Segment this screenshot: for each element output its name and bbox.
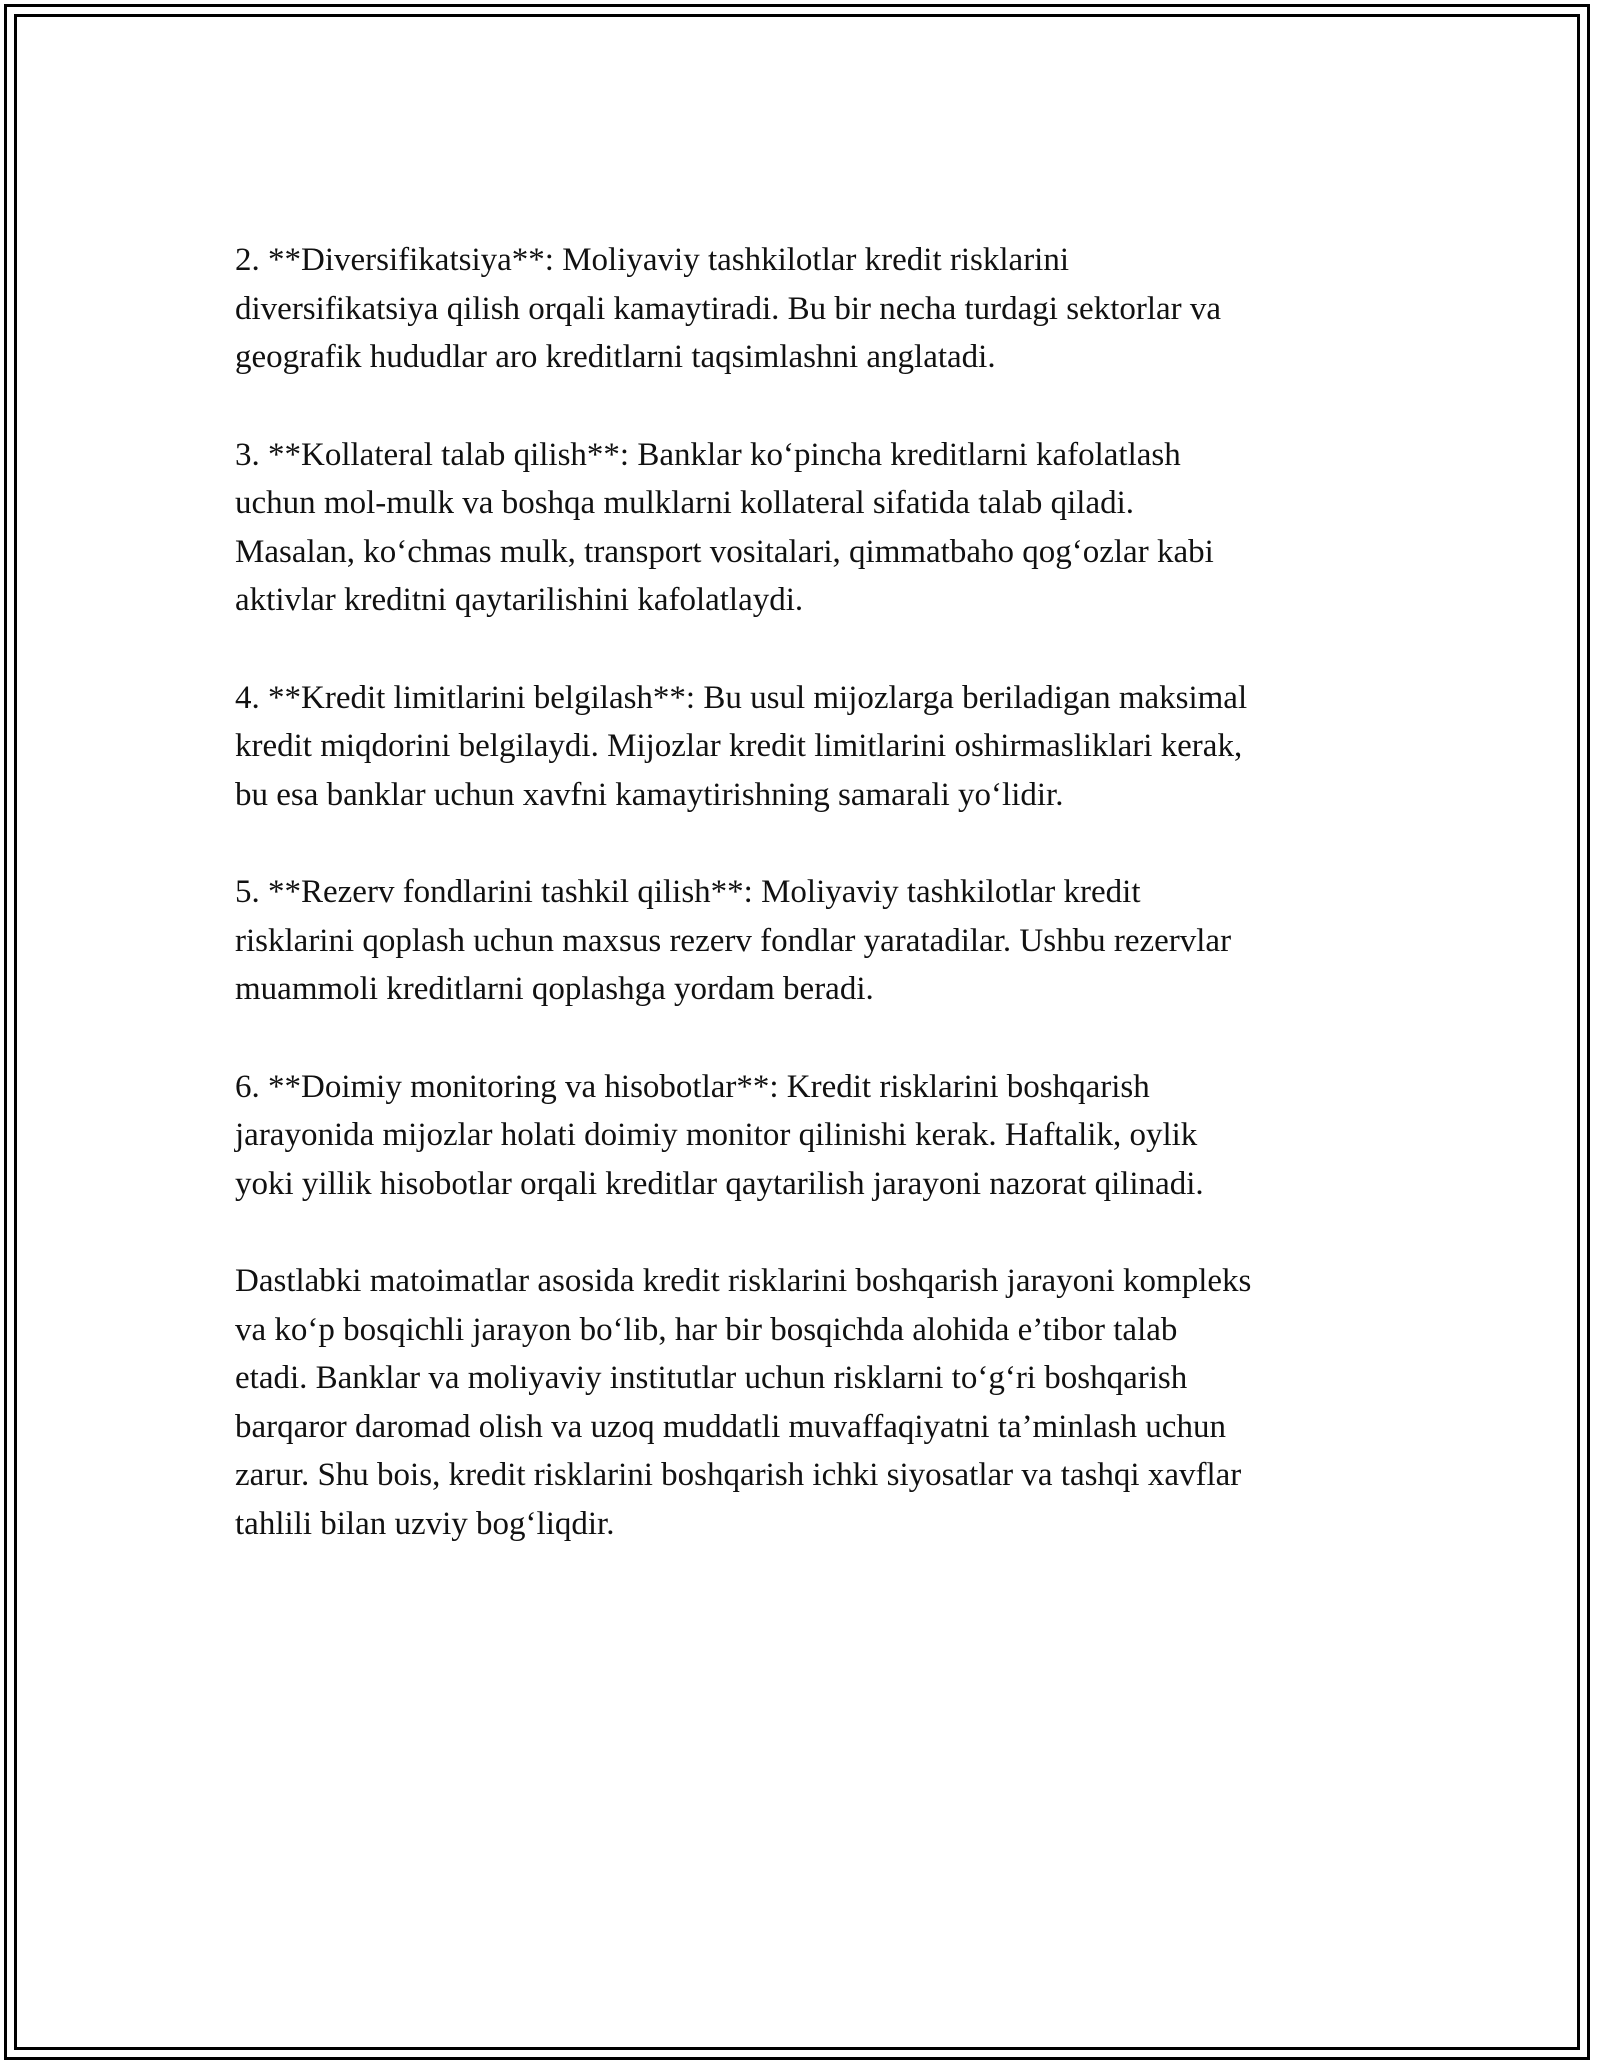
- paragraph-rezerv: 5. **Rezerv fondlarini tashkil qilish**: Moliyaviy tashkilotlar kredit risklarini qoplash uchun maxsus rezerv fondlar yaratadilar. Ushbu rezervlar muammoli kreditlarni qoplashga yordam beradi.: [235, 874, 1232, 1007]
- paragraph-kollateral: 3. **Kollateral talab qilish**: Banklar ko‘pincha kreditlarni kafolatlash uchun mol-mulk va boshqa mulklarni kollateral sifatida talab qiladi. Masalan, ko‘chmas mulk, transport vositalari, qimmatbaho qog‘ozlar kabi aktivlar kreditni qaytarilishini kafolatlaydi.: [235, 436, 1214, 618]
- paragraph-xulosa: Dastlabki matoimatlar asosida kredit risklarini boshqarish jarayoni kompleks va ko‘p bosqichli jarayon bo‘lib, har bir bosqichda alohida e’tibor talab etadi. Banklar va moliyaviy institutlar uchun risklarni to‘g‘ri boshqarish barqaror daromad olish va uzoq muddatli muvaffaqiyatni ta’minlash uchun zarur. Shu bois, kredit risklarini boshqarish ichki siyosatlar va tashqi xavflar tahlili bilan uzviy bog‘liqdir.: [235, 1263, 1252, 1542]
- document-body: [235, 236, 1375, 1597]
- paragraph-diversifikatsiya: 2. **Diversifikatsiya**: Moliyaviy tashkilotlar kredit risklarini diversifikatsiya qilish orqali kamaytiradi. Bu bir necha turdagi sektorlar va geografik hududlar aro kreditlarni taqsimlashni anglatadi.: [235, 242, 1222, 375]
- paragraph-kredit-limit: 4. **Kredit limitlarini belgilash**: Bu usul mijozlarga beriladigan maksimal kredit miqdorini belgilaydi. Mijozlar kredit limitlarini oshirmasliklari kerak, bu esa banklar uchun xavfni kamaytirishning samarali yo‘lidir.: [235, 679, 1248, 813]
- paragraph-monitoring: 6. **Doimiy monitoring va hisobotlar**: Kredit risklarini boshqarish jarayonida mijozlar holati doimiy monitor qilinishi kerak. Haftalik, oylik yoki yillik hisobotlar orqali kreditlar qaytarilish jarayoni nazorat qilinadi.: [235, 1068, 1204, 1202]
